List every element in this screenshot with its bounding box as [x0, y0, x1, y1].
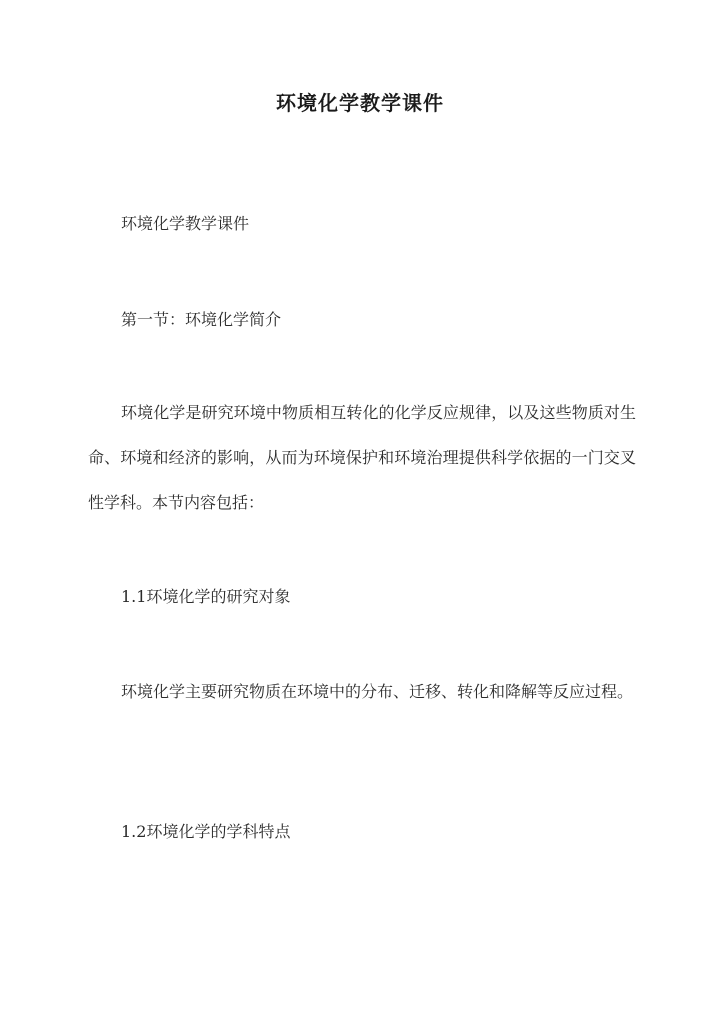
section-heading: 第一节：环境化学简介: [121, 310, 282, 329]
document-title: 环境化学教学课件: [276, 91, 444, 115]
subsection-heading-1-2: 1.2环境化学的学科特点: [121, 822, 291, 841]
body-paragraph-1-1: 环境化学主要研究物质在环境中的分布、迁移、转化和降解等反应过程。: [121, 682, 634, 701]
subsection-heading-1-1: 1.1环境化学的研究对象: [121, 587, 291, 606]
intro-paragraph: 环境化学是研究环境中物质相互转化的化学反应规律，以及这些物质对生命、环境和经济的影响，从而为环境保护和环境治理提供科学依据的一门交叉性学科。本节内容包括：: [88, 403, 636, 512]
subtitle-paragraph: 环境化学教学课件: [121, 214, 250, 233]
